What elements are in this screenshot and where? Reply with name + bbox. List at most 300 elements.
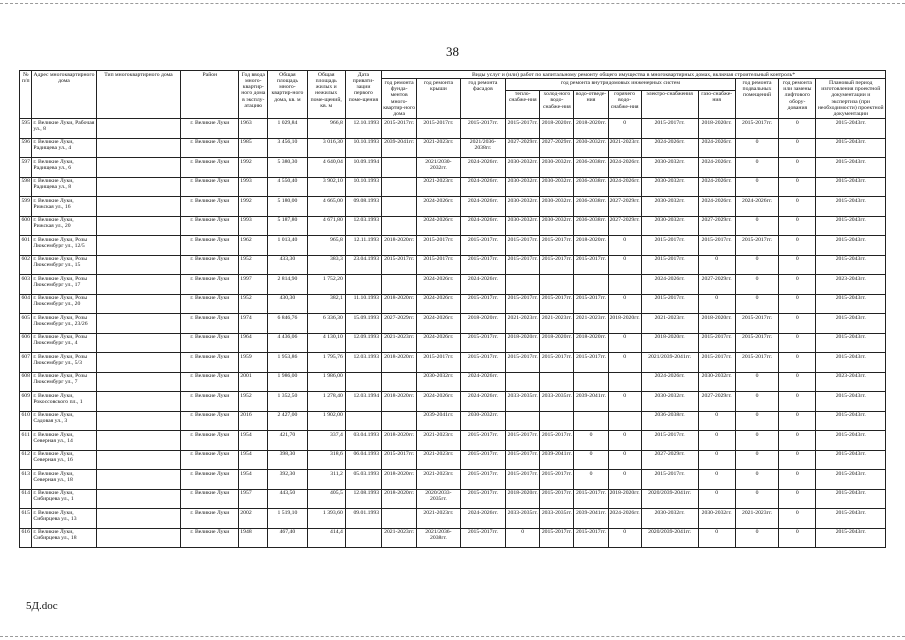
- cell-building-type: [96, 236, 181, 256]
- cell-num: 613: [20, 470, 32, 490]
- cell-elevator: 0: [779, 216, 816, 236]
- cell-year: 1963: [239, 119, 268, 139]
- cell-roof: 2015-2017гг.: [417, 119, 460, 139]
- cell-foundation: 2015-2017гг.: [382, 255, 417, 275]
- cell-basement: 2015-2017гг.: [735, 333, 778, 353]
- cell-facade: 2015-2017гг.: [460, 489, 506, 509]
- cell-planned-period: 2015-2043гг.: [816, 158, 886, 178]
- cell-planned-period: 2015-2043гг.: [816, 197, 886, 217]
- header-facade: год ремонта фасадов: [460, 79, 506, 119]
- header-district: Район: [181, 71, 239, 119]
- table-row: [20, 392, 886, 412]
- cell-cold-water: 2018-2020гг.: [540, 333, 574, 353]
- cell-building-type: [96, 294, 181, 314]
- cell-cold-water: 2030-2032гг.: [540, 158, 574, 178]
- cell-sewage: 2018-2020гг.: [574, 333, 608, 353]
- cell-foundation: 2018-2020гг.: [382, 470, 417, 490]
- cell-elevator: 0: [779, 138, 816, 158]
- cell-roof: 2021-2023гг.: [417, 509, 460, 529]
- cell-roof: 2021/2030-2032гг.: [417, 158, 460, 178]
- cell-roof: 2024-2026гг.: [417, 275, 460, 295]
- cell-basement: 0: [735, 158, 778, 178]
- cell-address: г. Великие Луки, Северная ул., 16: [32, 450, 96, 470]
- cell-cold-water: 2039-2041гг.: [540, 450, 574, 470]
- cell-num: 614: [20, 489, 32, 509]
- cell-year: 1985: [239, 138, 268, 158]
- cell-privatization-date: 09.08.1993: [345, 197, 381, 217]
- cell-hot-water: 2027-2029гг.: [608, 197, 641, 217]
- cell-facade: 2021/2036-2038гг.: [460, 138, 506, 158]
- cell-cold-water: 2015-2017гг.: [540, 431, 574, 451]
- cell-sewage: 2015-2017гг.: [574, 255, 608, 275]
- cell-basement: 0: [735, 450, 778, 470]
- cell-facade: 2018-2020гг.: [460, 314, 506, 334]
- cell-heating: 2015-2017гг.: [506, 450, 540, 470]
- cell-elevator: 0: [779, 177, 816, 197]
- cell-gas: 2018-2020гг.: [698, 314, 735, 334]
- cell-planned-period: 2015-2043гг.: [816, 392, 886, 412]
- cell-planned-period: 2023-2043гг.: [816, 275, 886, 295]
- header-basement: год ремонта подвальных помещений: [735, 79, 778, 119]
- cell-total-area: 5 180,00: [268, 197, 307, 217]
- cell-planned-period: 2015-2043гг.: [816, 138, 886, 158]
- cell-total-area: 1 953,86: [268, 353, 307, 373]
- cell-address: г. Великие Луки, Розы Люксембург ул., 12/5: [32, 236, 96, 256]
- cell-sewage: 2015-2017гг.: [574, 353, 608, 373]
- header-building-type: Тип многоквартирного дома: [96, 71, 181, 119]
- cell-district: г. Великие Луки: [181, 528, 239, 548]
- cell-electric: 2030-2032гг.: [641, 197, 698, 217]
- cell-sewage: 0: [574, 431, 608, 451]
- cell-address: г. Великие Луки, Розы Люксембург ул., 20: [32, 294, 96, 314]
- table-row: [20, 333, 886, 353]
- cell-cold-water: 2015-2017гг.: [540, 255, 574, 275]
- cell-num: 596: [20, 138, 32, 158]
- cell-privatization-date: 10.10.1993: [345, 177, 381, 197]
- cell-building-type: [96, 353, 181, 373]
- cell-gas: 2024-2026гг.: [698, 138, 735, 158]
- cell-roof: 2039-2041гг.: [417, 411, 460, 431]
- cell-address: г. Великие Луки, Рижская ул., 16: [32, 197, 96, 217]
- cell-heating: [506, 411, 540, 431]
- cell-year: 1993: [239, 177, 268, 197]
- cell-electric: 2015-2017гг.: [641, 470, 698, 490]
- cell-heating: 2030-2032гг.: [506, 158, 540, 178]
- cell-district: г. Великие Луки: [181, 470, 239, 490]
- cell-num: 600: [20, 216, 32, 236]
- cell-foundation: 2018-2020гг.: [382, 392, 417, 412]
- cell-planned-period: 2015-2043гг.: [816, 470, 886, 490]
- cell-sewage: 0: [574, 450, 608, 470]
- cell-residential-area: 965,8: [307, 236, 345, 256]
- cell-hot-water: 2027-2029гг.: [608, 216, 641, 236]
- cell-elevator: 0: [779, 236, 816, 256]
- cell-total-area: 1 352,50: [268, 392, 307, 412]
- scan-edge-top: [0, 3, 905, 4]
- cell-privatization-date: 09.01.1993: [345, 509, 381, 529]
- cell-year: 1992: [239, 158, 268, 178]
- cell-privatization-date: 12.08.1993: [345, 489, 381, 509]
- cell-district: г. Великие Луки: [181, 177, 239, 197]
- cell-residential-area: 382,1: [307, 294, 345, 314]
- cell-district: г. Великие Луки: [181, 372, 239, 392]
- footer-filename: 5Д.doc: [26, 600, 58, 612]
- cell-planned-period: 2015-2043гг.: [816, 314, 886, 334]
- cell-privatization-date: 15.09.1993: [345, 314, 381, 334]
- cell-residential-area: 405,5: [307, 489, 345, 509]
- cell-building-type: [96, 528, 181, 548]
- cell-total-area: 398,30: [268, 450, 307, 470]
- cell-building-type: [96, 372, 181, 392]
- cell-num: 603: [20, 275, 32, 295]
- cell-roof: 2021-2023гг.: [417, 450, 460, 470]
- cell-hot-water: 0: [608, 236, 641, 256]
- cell-gas: 0: [698, 450, 735, 470]
- cell-elevator: 0: [779, 411, 816, 431]
- cell-electric: 2018-2020гг.: [641, 333, 698, 353]
- cell-residential-area: 383,3: [307, 255, 345, 275]
- table-row: [20, 138, 886, 158]
- header-sewage: водо-отведе-ния: [574, 90, 608, 118]
- cell-elevator: 0: [779, 372, 816, 392]
- cell-privatization-date: 03.04.1993: [345, 431, 381, 451]
- cell-gas: 0: [698, 255, 735, 275]
- cell-hot-water: 0: [608, 392, 641, 412]
- cell-electric: 2030-2032гг.: [641, 158, 698, 178]
- cell-roof: 2021/2036-2038гг.: [417, 528, 460, 548]
- cell-roof: 2021-2023гг.: [417, 431, 460, 451]
- cell-district: г. Великие Луки: [181, 411, 239, 431]
- cell-facade: 2024-2026гг.: [460, 216, 506, 236]
- cell-facade: 2024-2026гг.: [460, 392, 506, 412]
- cell-address: г. Великие Луки, Сибирцева ул., 1: [32, 489, 96, 509]
- table-row: [20, 275, 886, 295]
- cell-building-type: [96, 431, 181, 451]
- cell-basement: 2021-2023гг.: [735, 509, 778, 529]
- cell-cold-water: 2033-2035гг.: [540, 392, 574, 412]
- cell-hot-water: 2024-2026гг.: [608, 177, 641, 197]
- cell-planned-period: 2015-2043гг.: [816, 216, 886, 236]
- cell-total-area: 1 519,10: [268, 509, 307, 529]
- cell-year: 1997: [239, 275, 268, 295]
- cell-basement: 2015-2017гг.: [735, 236, 778, 256]
- cell-total-area: 4 436,06: [268, 333, 307, 353]
- cell-hot-water: 0: [608, 528, 641, 548]
- cell-gas: 0: [698, 528, 735, 548]
- cell-planned-period: 2015-2043гг.: [816, 353, 886, 373]
- cell-heating: 2027-2029гг.: [506, 138, 540, 158]
- cell-facade: 2015-2017гг.: [460, 333, 506, 353]
- cell-num: 598: [20, 177, 32, 197]
- cell-planned-period: 2015-2043гг.: [816, 528, 886, 548]
- cell-privatization-date: 05.03.1993: [345, 470, 381, 490]
- cell-basement: 0: [735, 177, 778, 197]
- scan-edge-bottom: [0, 636, 905, 637]
- table-row: [20, 431, 886, 451]
- cell-roof: 2021-2023гг.: [417, 470, 460, 490]
- cell-hot-water: 2018-2020гг.: [608, 314, 641, 334]
- cell-sewage: 2015-2017гг.: [574, 489, 608, 509]
- cell-heating: [506, 275, 540, 295]
- cell-facade: 2024-2026гг.: [460, 372, 506, 392]
- cell-cold-water: 2015-2017гг.: [540, 470, 574, 490]
- cell-cold-water: 2015-2017гг.: [540, 489, 574, 509]
- cell-num: 607: [20, 353, 32, 373]
- cell-building-type: [96, 333, 181, 353]
- header-elevator: год ремонта или замены лифтового обору-дования: [779, 79, 816, 119]
- cell-elevator: 0: [779, 353, 816, 373]
- cell-num: 615: [20, 509, 32, 529]
- cell-num: 601: [20, 236, 32, 256]
- cell-address: г. Великие Луки, Северная ул., 14: [32, 431, 96, 451]
- cell-num: 610: [20, 411, 32, 431]
- cell-elevator: 0: [779, 158, 816, 178]
- cell-heating: 2015-2017гг.: [506, 353, 540, 373]
- cell-address: г. Великие Луки, Рижская ул., 20: [32, 216, 96, 236]
- cell-year: 1962: [239, 236, 268, 256]
- cell-num: 599: [20, 197, 32, 217]
- cell-total-area: 6 846,76: [268, 314, 307, 334]
- cell-hot-water: 2024-2026гг.: [608, 509, 641, 529]
- cell-basement: 0: [735, 294, 778, 314]
- cell-year: 1952: [239, 255, 268, 275]
- cell-foundation: 2018-2020гг.: [382, 236, 417, 256]
- cell-electric: 2015-2017гг.: [641, 255, 698, 275]
- cell-district: г. Великие Луки: [181, 353, 239, 373]
- cell-heating: 2015-2017гг.: [506, 119, 540, 139]
- cell-elevator: 0: [779, 392, 816, 412]
- cell-residential-area: 1 902,00: [307, 411, 345, 431]
- cell-residential-area: 1 795,76: [307, 353, 345, 373]
- cell-total-area: 1 013,40: [268, 236, 307, 256]
- cell-privatization-date: 10.10.1993: [345, 138, 381, 158]
- capital-repair-table: [19, 70, 886, 548]
- cell-foundation: 2018-2020гг.: [382, 294, 417, 314]
- cell-privatization-date: 06.04.1993: [345, 450, 381, 470]
- cell-planned-period: 2015-2043гг.: [816, 255, 886, 275]
- cell-heating: 2030-2032гг.: [506, 216, 540, 236]
- cell-residential-area: 3 902,10: [307, 177, 345, 197]
- table-row: [20, 470, 886, 490]
- table-row: [20, 177, 886, 197]
- cell-planned-period: 2015-2043гг.: [816, 431, 886, 451]
- cell-cold-water: [540, 275, 574, 295]
- cell-year: 1959: [239, 353, 268, 373]
- cell-facade: 2024-2026гг.: [460, 158, 506, 178]
- table-row: [20, 158, 886, 178]
- cell-hot-water: [608, 411, 641, 431]
- cell-cold-water: 2018-2020гг.: [540, 119, 574, 139]
- cell-heating: 2015-2017гг.: [506, 236, 540, 256]
- cell-address: г. Великие Луки, Радищева ул., 6: [32, 158, 96, 178]
- cell-total-area: 1 029,84: [268, 119, 307, 139]
- cell-gas: 2015-2017гг.: [698, 353, 735, 373]
- table-row: [20, 236, 886, 256]
- cell-hot-water: 0: [608, 470, 641, 490]
- cell-sewage: 0: [574, 470, 608, 490]
- cell-total-area: 467,40: [268, 528, 307, 548]
- cell-residential-area: 318,6: [307, 450, 345, 470]
- cell-elevator: 0: [779, 450, 816, 470]
- cell-sewage: 2036-2038гг.: [574, 197, 608, 217]
- cell-sewage: 2036-2038гг.: [574, 177, 608, 197]
- cell-privatization-date: 23.04.1993: [345, 255, 381, 275]
- cell-cold-water: 2015-2017гг.: [540, 528, 574, 548]
- cell-facade: 2015-2017гг.: [460, 119, 506, 139]
- cell-elevator: 0: [779, 333, 816, 353]
- cell-hot-water: 0: [608, 450, 641, 470]
- cell-heating: 2015-2017гг.: [506, 431, 540, 451]
- cell-basement: 0: [735, 275, 778, 295]
- cell-building-type: [96, 255, 181, 275]
- cell-cold-water: 2021-2023гг.: [540, 314, 574, 334]
- header-cold-water: холод-ного водо-снабже-ния: [540, 90, 574, 118]
- cell-electric: 2024-2026гг.: [641, 138, 698, 158]
- cell-electric: 2015-2017гг.: [641, 119, 698, 139]
- cell-residential-area: 6 336,30: [307, 314, 345, 334]
- cell-year: 1954: [239, 450, 268, 470]
- cell-heating: 2015-2017гг.: [506, 470, 540, 490]
- cell-basement: 0: [735, 489, 778, 509]
- cell-district: г. Великие Луки: [181, 314, 239, 334]
- cell-sewage: 2015-2017гг.: [574, 528, 608, 548]
- cell-residential-area: 414,4: [307, 528, 345, 548]
- table-row: [20, 294, 886, 314]
- cell-hot-water: 0: [608, 119, 641, 139]
- cell-basement: 0: [735, 528, 778, 548]
- cell-foundation: [382, 158, 417, 178]
- cell-year: 1993: [239, 216, 268, 236]
- cell-total-area: 2 427,00: [268, 411, 307, 431]
- table-row: [20, 255, 886, 275]
- cell-planned-period: 2015-2043гг.: [816, 236, 886, 256]
- cell-sewage: 2036-2038гг.: [574, 158, 608, 178]
- cell-elevator: 0: [779, 489, 816, 509]
- cell-gas: 0: [698, 431, 735, 451]
- cell-building-type: [96, 216, 181, 236]
- cell-num: 606: [20, 333, 32, 353]
- cell-privatization-date: [345, 411, 381, 431]
- cell-hot-water: 0: [608, 353, 641, 373]
- cell-electric: 2030-2032гг.: [641, 392, 698, 412]
- cell-foundation: 2027-2029гг.: [382, 314, 417, 334]
- cell-address: г. Великие Луки, Розы Люксембург ул., 23/26: [32, 314, 96, 334]
- cell-facade: 2024-2026гг.: [460, 275, 506, 295]
- cell-hot-water: 2018-2020гг.: [608, 489, 641, 509]
- cell-district: г. Великие Луки: [181, 216, 239, 236]
- cell-gas: 2024-2026гг.: [698, 177, 735, 197]
- cell-roof: 2024-2026гг.: [417, 294, 460, 314]
- header-foundation: год ремонта фунда-ментов много-квартир-ного дома: [383, 79, 416, 118]
- cell-total-area: 4 550,40: [268, 177, 307, 197]
- cell-elevator: 0: [779, 119, 816, 139]
- cell-total-area: 5 187,80: [268, 216, 307, 236]
- cell-elevator: 0: [779, 197, 816, 217]
- cell-gas: 0: [698, 294, 735, 314]
- cell-basement: 0: [735, 392, 778, 412]
- cell-district: г. Великие Луки: [181, 333, 239, 353]
- table-header: [20, 71, 886, 119]
- cell-cold-water: 2030-2032гг.: [540, 197, 574, 217]
- cell-basement: 2015-2017гг.: [735, 353, 778, 373]
- cell-electric: 2030-2032гг.: [641, 509, 698, 529]
- header-services-group: Виды услуг и (или) работ по капитальному ремонту общего имущества в многоквартирных домах, включая строительный контроль*: [382, 71, 886, 79]
- cell-year: 2016: [239, 411, 268, 431]
- cell-heating: 2015-2017гг.: [506, 294, 540, 314]
- cell-sewage: 2039-2041гг.: [574, 392, 608, 412]
- table-row: [20, 372, 886, 392]
- table-row: [20, 216, 886, 236]
- cell-address: г. Великие Луки, Розы Люксембург ул., 4: [32, 333, 96, 353]
- cell-facade: 2024-2026гг.: [460, 177, 506, 197]
- cell-district: г. Великие Луки: [181, 392, 239, 412]
- cell-heating: 2033-2035гг.: [506, 392, 540, 412]
- cell-year: 1957: [239, 489, 268, 509]
- cell-total-area: 430,30: [268, 294, 307, 314]
- cell-basement: 0: [735, 411, 778, 431]
- cell-district: г. Великие Луки: [181, 255, 239, 275]
- cell-planned-period: 2015-2043гг.: [816, 119, 886, 139]
- cell-roof: 2024-2026гг.: [417, 314, 460, 334]
- cell-building-type: [96, 470, 181, 490]
- cell-facade: 2015-2017гг.: [460, 470, 506, 490]
- cell-cold-water: 2015-2017гг.: [540, 294, 574, 314]
- cell-basement: 0: [735, 216, 778, 236]
- cell-planned-period: 2015-2043гг.: [816, 450, 886, 470]
- cell-elevator: 0: [779, 275, 816, 295]
- table-row: [20, 119, 886, 139]
- cell-num: 605: [20, 314, 32, 334]
- cell-foundation: [382, 372, 417, 392]
- cell-gas: 0: [698, 470, 735, 490]
- cell-elevator: 0: [779, 528, 816, 548]
- cell-electric: 2015-2017гг.: [641, 294, 698, 314]
- cell-basement: 0: [735, 138, 778, 158]
- cell-privatization-date: [345, 275, 381, 295]
- cell-year: 1954: [239, 470, 268, 490]
- cell-hot-water: 0: [608, 333, 641, 353]
- cell-foundation: 2018-2020гг.: [382, 431, 417, 451]
- cell-building-type: [96, 314, 181, 334]
- cell-building-type: [96, 119, 181, 139]
- cell-total-area: 3 456,10: [268, 138, 307, 158]
- cell-address: г. Великие Луки, Рабочая ул., 8: [32, 119, 96, 139]
- cell-planned-period: 2015-2043гг.: [816, 509, 886, 529]
- cell-planned-period: 2015-2043гг.: [816, 294, 886, 314]
- cell-address: г. Великие Луки, Розы Люксембург ул., 7: [32, 372, 96, 392]
- cell-cold-water: 2033-2035гг.: [540, 509, 574, 529]
- cell-roof: 2020/2033-2035гг.: [417, 489, 460, 509]
- cell-cold-water: 2015-2017гг.: [540, 353, 574, 373]
- cell-district: г. Великие Луки: [181, 158, 239, 178]
- cell-address: г. Великие Луки, Радищева ул., 4: [32, 138, 96, 158]
- cell-address: г. Великие Луки, Сибирцева ул., 18: [32, 528, 96, 548]
- cell-roof: 2030-2032гг.: [417, 372, 460, 392]
- cell-district: г. Великие Луки: [181, 294, 239, 314]
- cell-basement: 2015-2017гг.: [735, 119, 778, 139]
- cell-heating: 2018-2020гг.: [506, 489, 540, 509]
- cell-building-type: [96, 197, 181, 217]
- cell-year: 2002: [239, 509, 268, 529]
- cell-building-type: [96, 489, 181, 509]
- cell-electric: 2021-2023гг.: [641, 314, 698, 334]
- cell-foundation: [382, 177, 417, 197]
- cell-address: г. Великие Луки, Северная ул., 18: [32, 470, 96, 490]
- table-row: [20, 197, 886, 217]
- cell-num: 608: [20, 372, 32, 392]
- cell-address: г. Великие Луки, Рокоссовского пл., 1: [32, 392, 96, 412]
- cell-total-area: 1 986,00: [268, 372, 307, 392]
